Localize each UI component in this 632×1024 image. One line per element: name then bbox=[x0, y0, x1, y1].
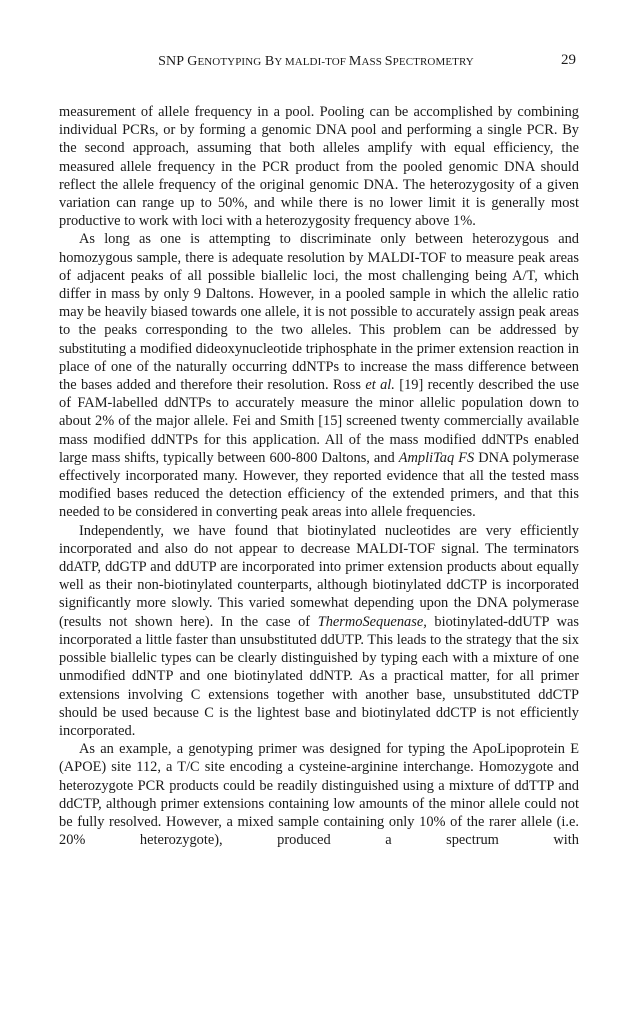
paragraph-4: As an example, a genotyping primer was designed for typing the ApoLipoprotein E (APOE) site 112, a T/C site encoding a cysteine-arginine interchange. Homozygote and heterozygote PCR products could be readily distinguished using a mixture of ddTTP and ddCTP, although primer extensions containing low amounts of the minor allele could not be fully resolved. However, a mixed sample containing only 10% of the rarer allele (i.e. 20% heterozygote), produced a spectrum with bbox=[59, 741, 579, 849]
title-cap: G bbox=[187, 54, 198, 69]
running-header bbox=[0, 50, 632, 74]
title-small-caps: PECTROMETRY bbox=[392, 56, 474, 68]
title-small-caps: ENOTYPING bbox=[197, 56, 262, 68]
title-word-1: SNP bbox=[158, 54, 188, 69]
title-small-caps: Y MALDI-TOF bbox=[274, 56, 349, 68]
citation-et-al: et al. bbox=[365, 377, 395, 394]
paragraph-2-text-b: [19] recently described the use of FAM-labelled ddNTPs to accurately measure the minor allelic population down to about 2% of the major allele. Fei and Smith [15] screened twenty commercially available mass modified ddNTPs for this application. All of the mass modified ddNTPs enabled large mass shifts, typically between 600-800 Daltons, and bbox=[59, 377, 579, 466]
title-cap: S bbox=[384, 54, 393, 69]
paragraph-3-text-a: Independently, we have found that biotinylated nucleotides are very efficiently incorporated and also do not appear to decrease MALDI-TOF signal. The terminators ddATP, ddGTP and ddUTP are incorporated into primer extension products about equally well as their non-biotinylated counterparts, although biotinylated ddCTP is incorporated significantly more slowly. This varied somewhat depending upon the DNA polymerase (results not shown here). In the case of bbox=[59, 522, 579, 630]
title-cap: M bbox=[348, 54, 362, 69]
title-cap: B bbox=[261, 54, 275, 69]
title-small-caps: ASS bbox=[361, 56, 385, 68]
page-number: 29 bbox=[561, 52, 576, 68]
paragraph-1: measurement of allele frequency in a pool. Pooling can be accomplished by combining individual PCRs, or by forming a genomic DNA pool and performing a single PCR. By the second approach, assuming that both alleles amplify with equal efficiency, the measured allele frequency in the PCR product from the pooled genomic DNA should reflect the allele frequency of the original genomic DNA. The heterozygosity of a given variation can range up to 50%, and while there is no lower limit it is generally most productive to work with loci with a heterozygosity frequency above 1%. bbox=[59, 104, 579, 230]
paragraph-2-text-a: As long as one is attempting to discriminate only between heterozygous and homozygous sample, there is adequate resolution by MALDI-TOF to measure peak areas of adjacent peaks of all possible biallelic loci, the most challenging being A/T, which differ in mass by only 9 Daltons. However, in a pooled sample in which the allelic ratio may be heavily biased towards one allele, it is not possible to accurately assign peak areas to the peaks corresponding to the two alleles. This problem can be addressed by substituting a modified dideoxynucleotide triphosphate in the primer extension reaction in place of one of the naturally occurring ddNTPs to increase the mass difference between the bases added and therefore their resolution. Ross bbox=[59, 231, 579, 394]
running-title bbox=[0, 54, 632, 70]
paragraph-2-text-c: DNA polymerase effectively incorporated many. However, they reported evidence that all the tested mass modified bases reduced the detection efficiency of the extended primers, and that this needed to be considered in converting peak areas into allele frequencies. bbox=[59, 449, 580, 521]
product-name-thermosequenase: ThermoSequenase, bbox=[317, 613, 427, 630]
paragraph-3 bbox=[59, 522, 579, 740]
product-name-amplitaq: AmpliTaq FS bbox=[398, 449, 475, 466]
body-text bbox=[59, 103, 579, 849]
paragraph-2 bbox=[59, 230, 579, 521]
paragraph-3-text-b: biotinylated-ddUTP was incorporated a little faster than unsubstituted ddUTP. This leads to the strategy that the six possible biallelic types can be clearly distinguished by typing each with a mixture of one unmodified ddNTP and one biotinylated ddNTP. As a practical matter, for all primer extensions involving C extensions together with another base, unsubstituted ddCTP should be used because C is the lightest base and biotinylated ddCTP is not efficiently incorporated. bbox=[59, 613, 579, 739]
